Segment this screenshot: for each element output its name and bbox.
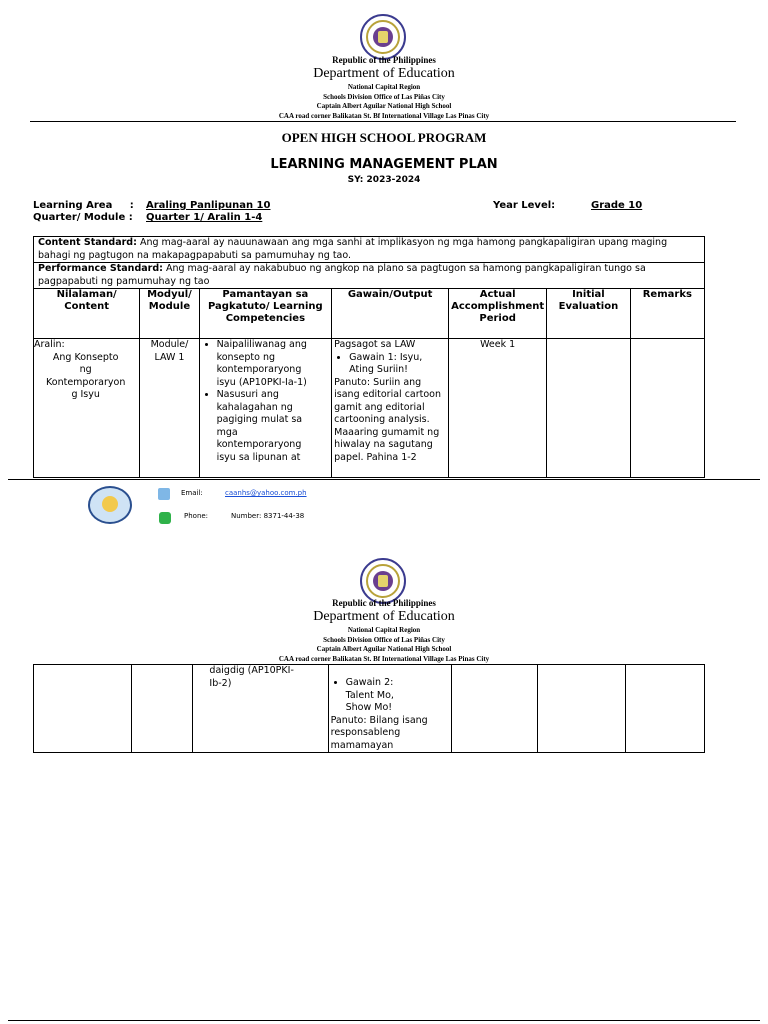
bottom-rule — [8, 1020, 760, 1021]
email-link[interactable]: caanhs@yahoo.com.ph — [225, 489, 307, 497]
module-cell: Module/ LAW 1 — [140, 339, 199, 478]
column-header: Modyul/ Module — [140, 289, 199, 339]
table-row — [34, 339, 705, 478]
school-text: Captain Albert Aguilar National High School — [316, 102, 452, 110]
phone-number: Number: 8371-44-38 — [231, 512, 305, 520]
competency-item: • Nasusuri ang kahalagahan ng pagiging mulat sa mga kontemporaryong isyu sa lipunan at — [217, 389, 310, 464]
school-logo — [88, 486, 132, 524]
output-title: Pagsagot sa LAW — [334, 339, 416, 350]
column-header: Pamantayan sa Pagkatuto/ Learning Competencies — [199, 289, 332, 339]
output-cell — [332, 339, 449, 478]
column-header: Gawain/Output — [332, 289, 449, 339]
division-text: Schools Division Office of Las Piñas City — [323, 636, 445, 644]
module-cell — [131, 665, 193, 753]
output-cell — [328, 665, 451, 753]
plan-title: LEARNING MANAGEMENT PLAN — [270, 157, 498, 172]
evaluation-cell — [538, 665, 626, 753]
column-header: Actual Accomplishment Period — [449, 289, 547, 339]
department-text: Department of Education — [313, 66, 455, 81]
content-standard-cell — [34, 237, 705, 263]
learning-area-value: Araling Panlipunan 10 — [146, 200, 271, 211]
phone-label: Phone: — [184, 512, 209, 520]
email-label: Email: — [181, 489, 203, 497]
school-text: Captain Albert Aguilar National High School — [316, 645, 452, 653]
competency-cell — [199, 339, 332, 478]
performance-standard-cell — [34, 263, 705, 289]
performance-standard-text: Ang mag-aaral ay nakabubuo ng angkop na plano sa pagtugon sa hamong pangkapaligiran tungo sa pagpapabuti ng pamumuhay ng tao — [38, 263, 646, 287]
region-text: National Capital Region — [347, 83, 421, 91]
period-cell: Week 1 — [449, 339, 547, 478]
email-icon — [158, 488, 170, 500]
remarks-cell — [630, 339, 704, 478]
year-level-label: Year Level: — [493, 200, 556, 211]
republic-text: Republic of the Philippines — [332, 598, 436, 608]
republic-text: Republic of the Philippines — [332, 55, 436, 65]
quarter-label: Quarter/ Module : — [33, 212, 133, 223]
lmp-table — [33, 236, 705, 478]
output-text: Panuto: Bilang isang responsableng mamamayan — [330, 714, 428, 751]
column-header: Remarks — [630, 289, 704, 339]
lmp-table-continued — [33, 664, 705, 753]
remarks-cell — [626, 665, 705, 753]
table-row — [34, 665, 705, 753]
column-header: Initial Evaluation — [547, 289, 631, 339]
address-text: CAA road corner Balikatan St. Bf International Village Las Pinas City — [278, 112, 490, 120]
address-text: CAA road corner Balikatan St. Bf International Village Las Pinas City — [278, 655, 490, 663]
school-year: SY: 2023-2024 — [347, 175, 421, 185]
output-item: • Gawain 1: Isyu, Ating Suriin! — [349, 352, 432, 377]
output-text: Panuto: Suriin ang isang editorial cartoon gamit ang editorial cartooning analysis. Maaaring gumamit ng hiwalay na sagutang papel. Pahina 1-2 — [334, 376, 442, 463]
deped-seal-logo — [360, 14, 406, 60]
phone-icon — [159, 512, 171, 524]
column-header: Nilalaman/ Content — [34, 289, 140, 339]
competency-item: • Naipaliliwanag ang konsepto ng kontemporaryong isyu (AP10PKI-Ia-1) — [217, 339, 310, 389]
output-item: • Gawain 2: Talent Mo, Show Mo! — [346, 677, 419, 715]
content-standard-text: Ang mag-aaral ay nauunawaan ang mga sanhi at implikasyon ng mga hamong pangkapaligiran upang maging bahagi ng pagtugon na makapagpapabuti sa pamumuhay ng tao. — [38, 237, 668, 261]
header-rule — [30, 121, 736, 122]
quarter-value: Quarter 1/ Aralin 1-4 — [146, 212, 263, 223]
performance-standard-label: Performance Standard: — [38, 263, 163, 274]
content-label: Aralin: — [34, 339, 65, 350]
content-cell — [34, 339, 140, 478]
content-title: Ang Konsepto ng Kontemporaryon g Isyu — [46, 351, 126, 400]
footer-rule — [8, 479, 760, 480]
region-text: National Capital Region — [347, 626, 421, 634]
content-standard-label: Content Standard: — [38, 237, 137, 248]
division-text: Schools Division Office of Las Piñas City — [323, 93, 445, 101]
year-level-value: Grade 10 — [591, 200, 643, 211]
program-title: OPEN HIGH SCHOOL PROGRAM — [281, 130, 487, 145]
learning-area-label: Learning Area : — [33, 200, 134, 211]
competency-cell: daigdig (AP10PKI-Ib-2) — [193, 665, 328, 753]
department-text: Department of Education — [313, 609, 455, 624]
evaluation-cell — [547, 339, 631, 478]
content-cell — [34, 665, 132, 753]
period-cell — [451, 665, 538, 753]
